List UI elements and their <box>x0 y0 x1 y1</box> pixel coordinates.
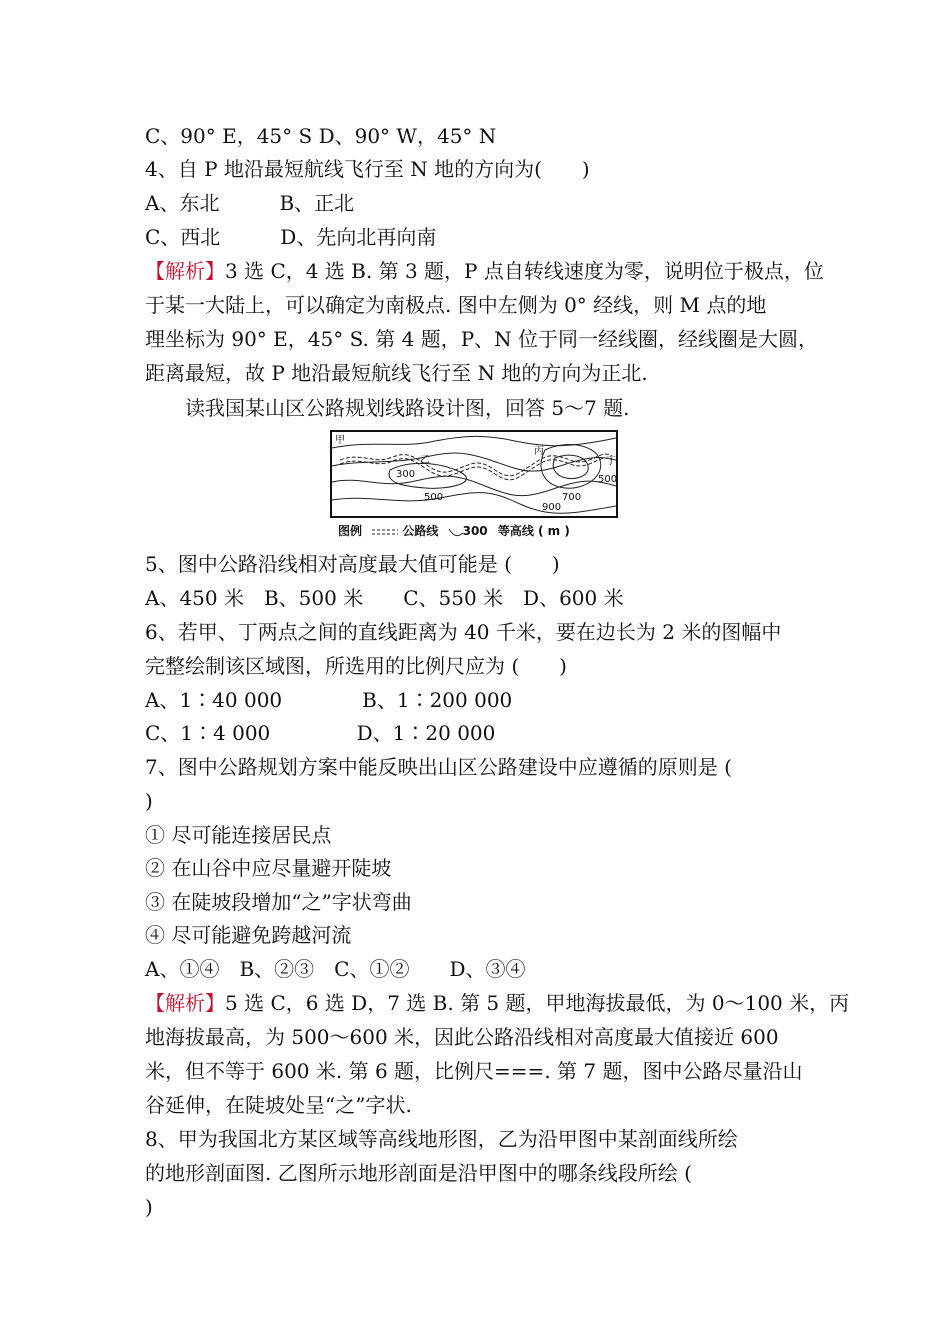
contour-map-svg <box>330 430 620 520</box>
point-ding-label: 丁 <box>606 456 616 467</box>
question-4-options-ab: A、东北 B、正北 <box>145 191 355 215</box>
contour-label-900: 900 <box>542 502 562 513</box>
analysis-text: 3 选 C，4 选 B. 第 3 题，P 点自转线速度为零，说明位于极点，位 <box>225 259 824 283</box>
point-bing-label: 丙 <box>534 446 544 457</box>
map-legend <box>338 522 576 539</box>
question-5: 5、图中公路沿线相对高度最大值可能是 ( ) <box>145 552 560 576</box>
question-8-line-2: 的地形剖面图. 乙图所示地形剖面是沿甲图中的哪条线段所绘 ( <box>145 1161 692 1185</box>
analysis-3-4-line-3: 理坐标为 90° E，45° S. 第 4 题，P、N 位于同一经线圈，经线圈是大圆， <box>145 327 819 351</box>
question-6-options-cd: C、1∶4 000 D、1∶20 000 <box>145 721 496 745</box>
question-7-options: A、①④ B、②③ C、①② D、③④ <box>145 957 526 981</box>
analysis-text-2: 5 选 C，6 选 D，7 选 B. 第 5 题，甲地海拔最低，为 0～100 米，丙 <box>225 991 850 1015</box>
legend-contour-value: 300 <box>462 524 488 538</box>
option-line-cd: C、90° E，45° S D、90° W，45° N <box>145 124 497 148</box>
contour-label-300: 300 <box>396 469 416 480</box>
question-6-options-ab: A、1∶40 000 B、1∶200 000 <box>145 688 513 712</box>
legend-contour-label: 等高线 ( m ) <box>497 524 570 538</box>
principle-3: ③ 在陡坡段增加“之”字状弯曲 <box>145 890 412 914</box>
question-6-line-1: 6、若甲、丁两点之间的直线距离为 40 千米，要在边长为 2 米的图幅中 <box>145 620 782 644</box>
question-6-line-2: 完整绘制该区域图，所选用的比例尺应为 ( ) <box>145 654 567 678</box>
analysis-5-7-line-1 <box>145 986 850 1020</box>
question-4-options-cd: C、西北 D、先向北再向南 <box>145 225 437 249</box>
legend-road-label: 公路线 <box>402 524 439 538</box>
contour-label-500: 500 <box>424 492 444 503</box>
analysis-tag-2: 【解析】 <box>145 991 225 1015</box>
road-legend-icon <box>372 528 398 536</box>
question-5-options: A、450 米 B、500 米 C、550 米 D、600 米 <box>145 586 624 610</box>
principle-4: ④ 尽可能避免跨越河流 <box>145 923 352 947</box>
analysis-5-7-line-4: 谷延伸，在陡坡处呈“之”字状. <box>145 1093 412 1117</box>
question-7-line-1: 7、图中公路规划方案中能反映出山区公路建设中应遵循的原则是 ( <box>145 755 732 779</box>
principle-1: ① 尽可能连接居民点 <box>145 823 332 847</box>
analysis-5-7-line-2: 地海拔最高，为 500～600 米，因此公路沿线相对高度最大值接近 600 <box>145 1025 779 1049</box>
analysis-5-7-line-3: 米，但不等于 600 米. 第 6 题，比例尺===. 第 7 题，图中公路尽量沿山 <box>145 1059 803 1083</box>
contour-road-map <box>330 430 620 540</box>
principle-2: ② 在山谷中应尽量避开陡坡 <box>145 856 392 880</box>
question-7-line-2: ) <box>145 789 153 813</box>
analysis-3-4-line-2: 于某一大陆上，可以确定为南极点. 图中左侧为 0° 经线，则 M 点的地 <box>145 293 767 317</box>
analysis-3-4-line-4: 距离最短，故 P 地沿最短航线飞行至 N 地的方向为正北. <box>145 361 648 385</box>
contour-legend-icon <box>449 527 463 537</box>
point-jia-label: 甲 <box>335 435 345 446</box>
contour-label-700: 700 <box>562 492 582 503</box>
question-8-line-1: 8、甲为我国北方某区域等高线地形图，乙为沿甲图中某剖面线所绘 <box>145 1127 738 1151</box>
contour-label-500-east: 500 <box>598 474 618 485</box>
analysis-tag: 【解析】 <box>145 259 225 283</box>
point-yi-label: 乙 <box>420 455 430 466</box>
reading-prompt: 读我国某山区公路规划线路设计图，回答 5～7 题. <box>185 396 630 420</box>
legend-title: 图例 <box>338 524 363 538</box>
analysis-3-4-line-1 <box>145 254 825 288</box>
question-8-line-3: ) <box>145 1195 153 1219</box>
question-4: 4、自 P 地沿最短航线飞行至 N 地的方向为( ) <box>145 157 590 181</box>
